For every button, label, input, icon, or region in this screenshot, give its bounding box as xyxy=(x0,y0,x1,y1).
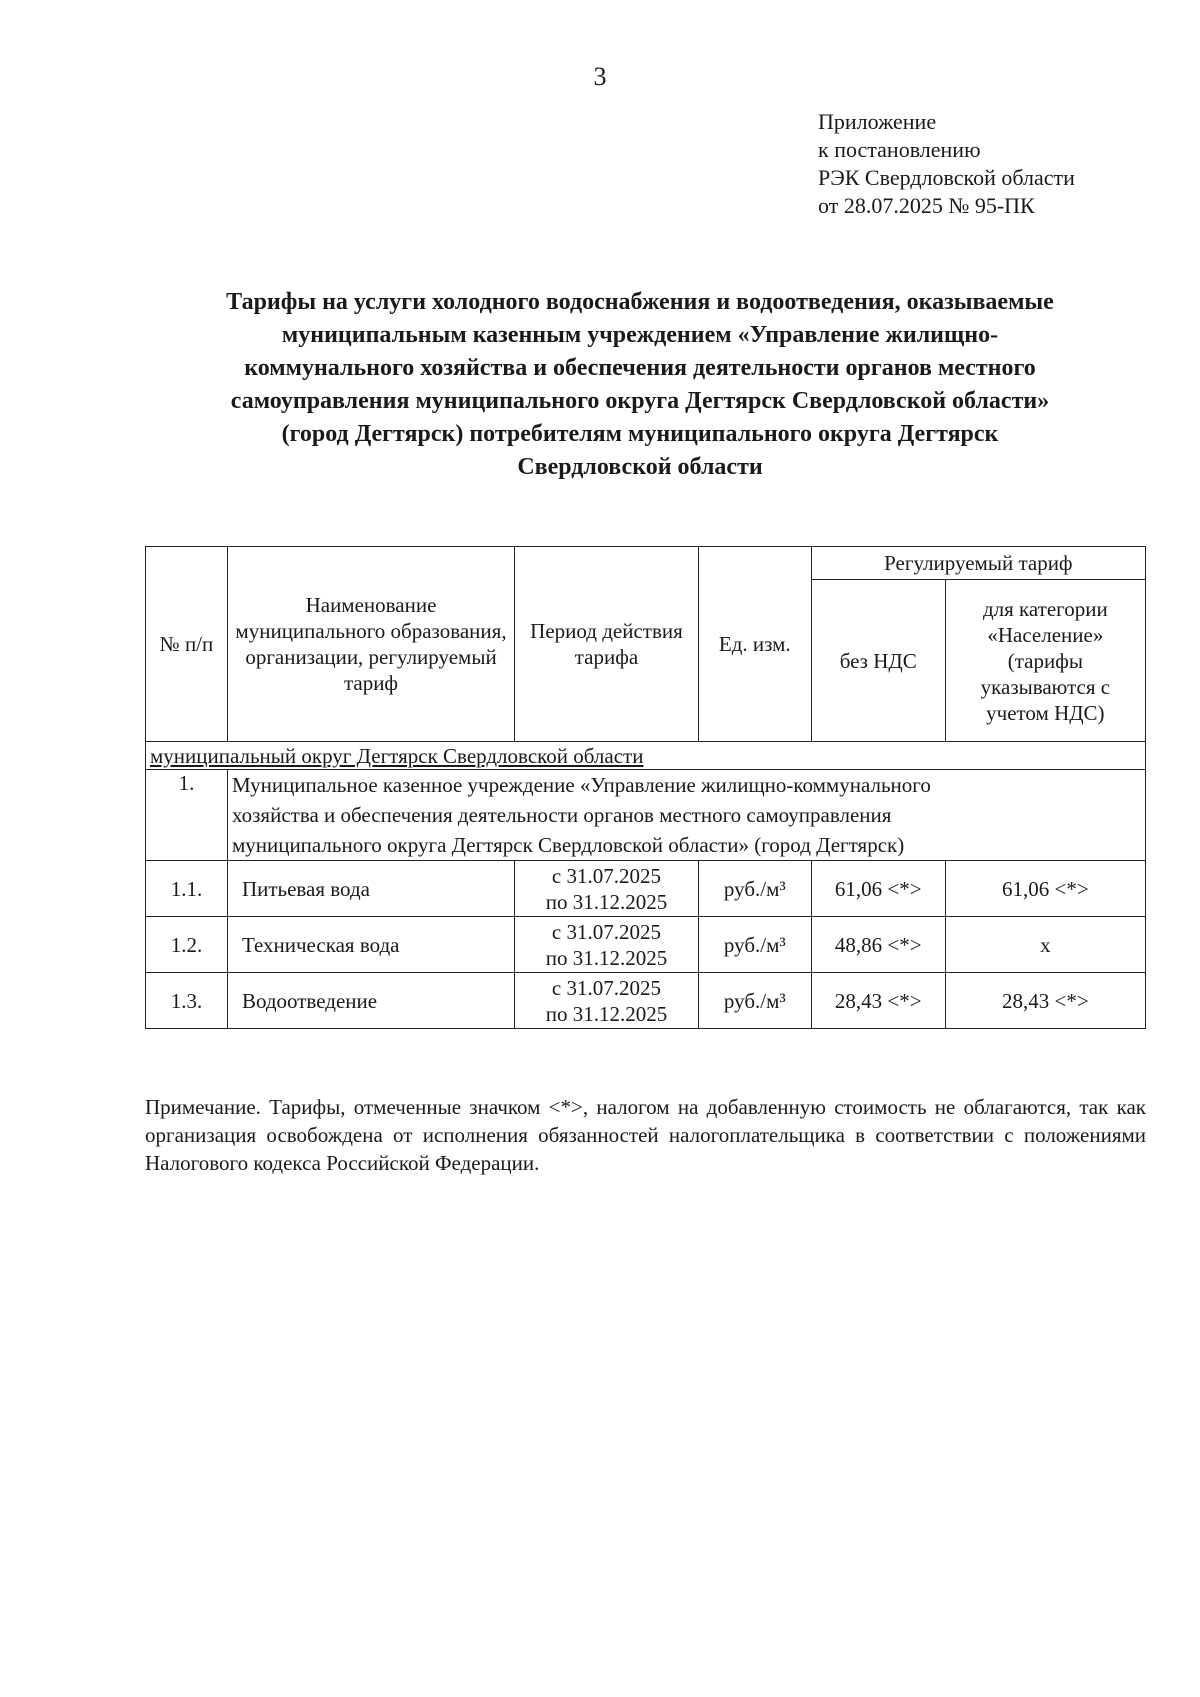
row-unit: руб./м³ xyxy=(698,917,811,973)
organization-name xyxy=(227,770,1145,861)
header-population: для категории «Население» (тарифы указываются с учетом НДС) xyxy=(945,580,1145,742)
row-population: х xyxy=(945,917,1145,973)
row-period xyxy=(515,861,699,917)
organization-name-line: Муниципальное казенное учреждение «Управление жилищно-коммунального xyxy=(231,773,931,797)
document-title xyxy=(140,286,1140,484)
organization-name-line: хозяйства и обеспечения деятельности органов местного самоуправления xyxy=(231,803,892,827)
appendix-line: РЭК Свердловской области xyxy=(818,165,1075,190)
header-period: Период действия тарифа xyxy=(515,547,699,742)
header-unit: Ед. изм. xyxy=(698,547,811,742)
table-header-row xyxy=(146,547,1146,580)
title-line: (город Дегтярск) потребителям муниципального округа Дегтярск xyxy=(281,421,999,447)
appendix-line: к постановлению xyxy=(818,137,981,162)
section-title: муниципальный округ Дегтярск Свердловской области xyxy=(146,742,1146,770)
row-without-vat: 48,86 <*> xyxy=(811,917,945,973)
header-without-vat: без НДС xyxy=(811,580,945,742)
period-from: с 31.07.2025 xyxy=(551,975,661,1000)
period-from: с 31.07.2025 xyxy=(551,919,661,944)
row-name: Водоотведение xyxy=(227,973,514,1029)
page-number: 3 xyxy=(593,62,607,91)
period-to: по 31.12.2025 xyxy=(545,889,668,914)
row-number: 1.2. xyxy=(146,917,228,973)
section-row xyxy=(146,742,1146,770)
row-period xyxy=(515,917,699,973)
table-row xyxy=(146,917,1146,973)
row-without-vat: 28,43 <*> xyxy=(811,973,945,1029)
organization-row xyxy=(146,770,1146,861)
appendix-block xyxy=(818,108,1075,220)
row-population: 28,43 <*> xyxy=(945,973,1145,1029)
row-number: 1.3. xyxy=(146,973,228,1029)
organization-number: 1. xyxy=(146,770,228,861)
header-regulated-tariff: Регулируемый тариф xyxy=(811,547,1145,580)
row-period xyxy=(515,973,699,1029)
header-name: Наименование муниципального образования, организации, регулируемый тариф xyxy=(227,547,514,742)
title-line: самоуправления муниципального округа Дегтярск Свердловской области» xyxy=(230,388,1050,414)
title-line: муниципальным казенным учреждением «Управление жилищно- xyxy=(281,322,999,348)
row-number: 1.1. xyxy=(146,861,228,917)
table-row xyxy=(146,973,1146,1029)
title-line: коммунального хозяйства и обеспечения деятельности органов местного xyxy=(244,355,1036,381)
row-unit: руб./м³ xyxy=(698,861,811,917)
row-name: Питьевая вода xyxy=(227,861,514,917)
row-unit: руб./м³ xyxy=(698,973,811,1029)
period-to: по 31.12.2025 xyxy=(545,1001,668,1026)
row-population: 61,06 <*> xyxy=(945,861,1145,917)
note-paragraph: Примечание. Тарифы, отмеченные значком <*>, налогом на добавленную стоимость не облагаются, так как организация освобождена от исполнения обязанностей налогоплательщика в соответствии с положениями Налогового кодекса Российской Федерации. xyxy=(145,1095,1146,1175)
row-without-vat: 61,06 <*> xyxy=(811,861,945,917)
period-to: по 31.12.2025 xyxy=(545,945,668,970)
organization-name-line: муниципального округа Дегтярск Свердловской области» (город Дегтярск) xyxy=(231,833,905,857)
tariff-table xyxy=(145,546,1146,1029)
title-line: Свердловской области xyxy=(517,454,763,480)
title-line: Тарифы на услуги холодного водоснабжения и водоотведения, оказываемые xyxy=(226,289,1054,315)
appendix-date-line: от 28.07.2025 № 95-ПК xyxy=(818,193,1035,218)
row-name: Техническая вода xyxy=(227,917,514,973)
header-number: № п/п xyxy=(146,547,228,742)
period-from: с 31.07.2025 xyxy=(551,863,661,888)
table-row xyxy=(146,861,1146,917)
appendix-line: Приложение xyxy=(818,109,937,134)
